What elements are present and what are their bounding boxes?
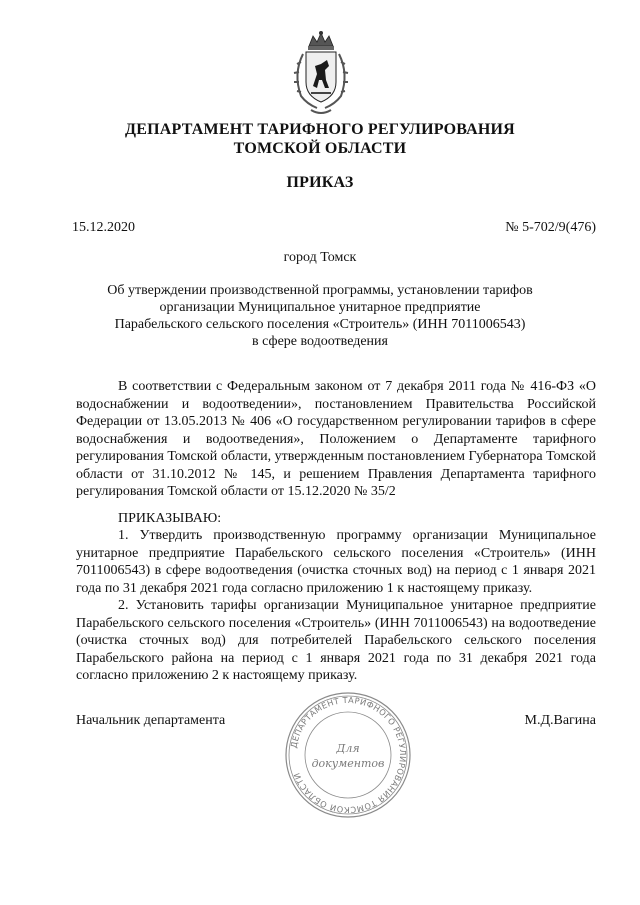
official-stamp-icon xyxy=(283,690,413,820)
subject-line2: организации Муниципальное унитарное предприятие xyxy=(159,300,481,315)
subject-line3: Парабельского сельского поселения «Строитель» (ИНН 7011006543) xyxy=(114,317,526,332)
order-word: ПРИКАЗЫВАЮ: xyxy=(118,510,222,526)
signer-title: Начальник департамента xyxy=(76,713,226,728)
order-item-1: 1. Утвердить производственную программу организации Муниципальное унитарное предприятие Парабельского сельского поселения «Строитель» (ИНН 7011006543) в сфере водоотведения (очистка сточных вод) на период с 1 января 2021 года по 31 декабря 2021 года согласно приложению 1 к настоящему приказу. xyxy=(76,528,596,596)
subject-line4: в сфере водоотведения xyxy=(252,334,388,349)
subject-line1: Об утверждении производственной программы, установлении тарифов xyxy=(107,283,533,298)
department-title-line1: ДЕПАРТАМЕНТ ТАРИФНОГО РЕГУЛИРОВАНИЯ xyxy=(125,121,515,138)
preamble-paragraph: В соответствии с Федеральным законом от 7 декабря 2011 года № 416-ФЗ «О водоснабжении и водоотведении», постановлением Правительства Российской Федерации от 13.05.2013 № 406 «О государственном регулировании тарифов в сфере водоснабжения и водоотведения», Положением о Департаменте тарифного регулирования Томской области, утвержденным постановлением Губернатора Томской области от 31.10.2012 № 145, и решением Правления Департамента тарифного регулирования Томской области от 15.12.2020 № 35/2 xyxy=(76,379,596,499)
department-title-line2: ТОМСКОЙ ОБЛАСТИ xyxy=(233,140,407,157)
stamp-center-line2: документов xyxy=(311,757,385,770)
document-type: ПРИКАЗ xyxy=(286,174,354,191)
stamp-center-line1: Для xyxy=(336,742,360,755)
stamp-ring-text: ДЕПАРТАМЕНТ ТАРИФНОГО РЕГУЛИРОВАНИЯ ТОМСКОЙ ОБЛАСТИ xyxy=(288,694,409,816)
order-item-2: 2. Установить тарифы организации Муниципальное унитарное предприятие Парабельского сельского поселения «Строитель» (ИНН 7011006543) на водоотведение (очистка сточных вод) для потребителей Парабельского сельского поселения Парабельского района на период с 1 января 2021 года по 31 декабря 2021 года согласно приложению 2 к настоящему приказу. xyxy=(76,598,596,683)
tomsk-coat-of-arms-icon xyxy=(289,30,353,116)
order-number: № 5-702/9(476) xyxy=(505,220,596,235)
order-date: 15.12.2020 xyxy=(72,220,135,235)
order-body xyxy=(76,378,596,685)
city: город Томск xyxy=(283,250,357,265)
signer-name: М.Д.Вагина xyxy=(524,713,596,728)
